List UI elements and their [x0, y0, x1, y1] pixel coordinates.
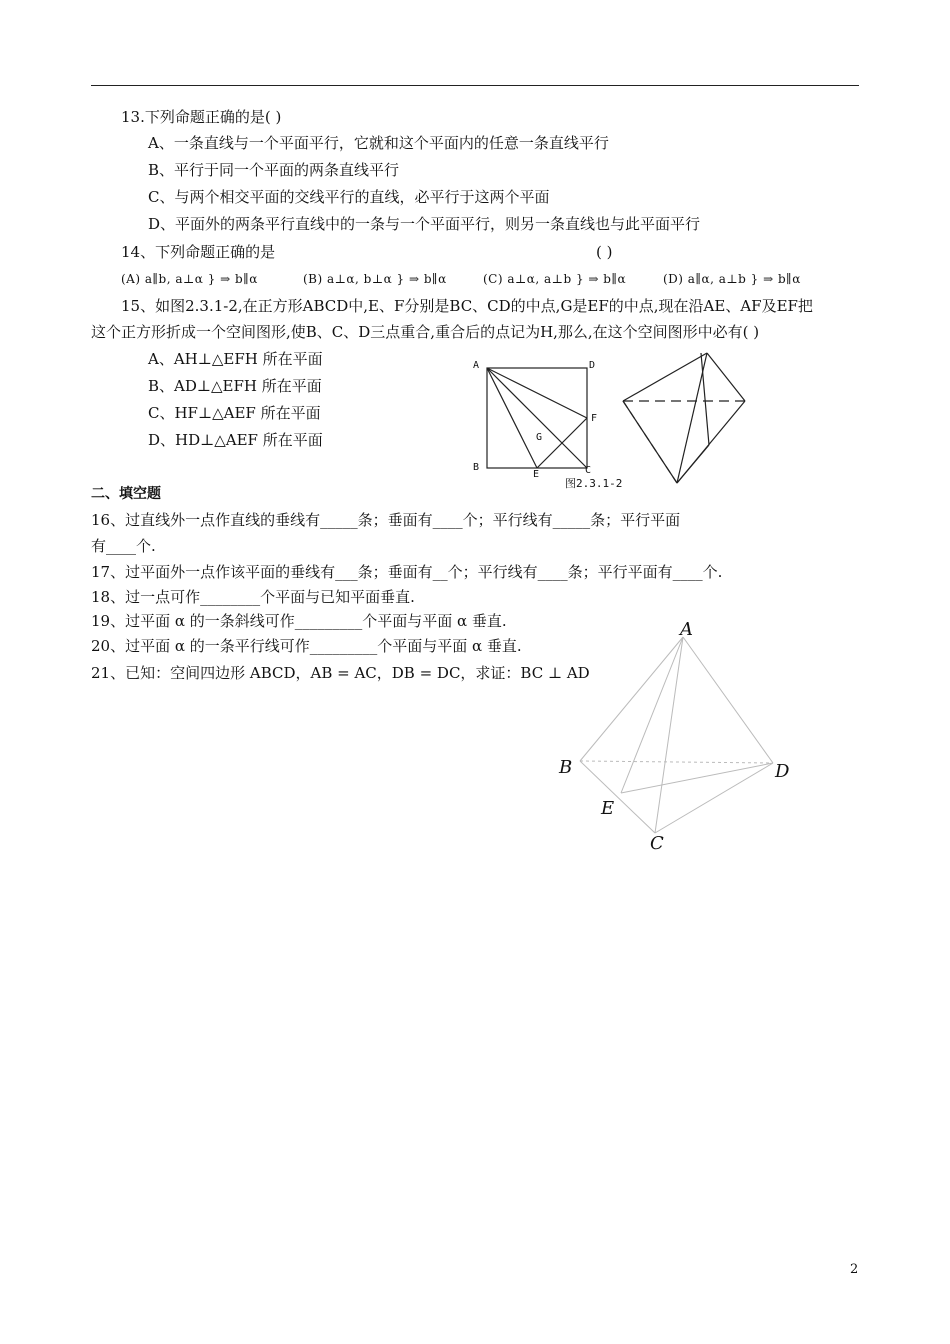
line-ae — [487, 368, 537, 468]
label-a: A — [680, 619, 693, 640]
section-title: 二、填空题 — [91, 486, 161, 502]
q14-option-a: (A) a∥b, a⊥α } ⇒ b∥α — [121, 272, 258, 286]
fig-2-3-1-2 — [465, 350, 755, 495]
q14-stem: 14、下列命题正确的是 — [121, 243, 276, 261]
q13-option-d: D、平面外的两条平行直线中的一条与一个平面平行，则另一条直线也与此平面平行 — [148, 215, 701, 233]
label-a: A — [473, 360, 480, 371]
q14-options — [121, 268, 851, 289]
q13-option-a: A、一条直线与一个平面平行，它就和这个平面内的任意一条直线平行 — [148, 134, 609, 152]
edge-bc — [580, 761, 655, 833]
q14-option-c: (C) a⊥α, a⊥b } ⇒ b∥α — [483, 272, 627, 286]
q15-option-d: D、HD⊥△AEF 所在平面 — [148, 431, 323, 449]
label-e: E — [533, 469, 540, 480]
q15-option-a: A、AH⊥△EFH 所在平面 — [148, 350, 323, 368]
fold-edge-1 — [623, 353, 707, 401]
q15-option-b: B、AD⊥△EFH 所在平面 — [148, 377, 322, 395]
label-d: D — [589, 360, 596, 371]
label-e: E — [601, 798, 615, 819]
q14-answer-paren: ( ) — [596, 243, 613, 261]
q15-option-c: C、HF⊥△AEF 所在平面 — [148, 404, 321, 422]
fold-edge-6 — [701, 353, 709, 445]
q13-option-c: C、与两个相交平面的交线平行的直线，必平行于这两个平面 — [148, 188, 550, 206]
edge-bd-dashed — [580, 761, 773, 763]
q13-stem: 13.下列命题正确的是( ) — [121, 108, 282, 126]
fig-tetrahedron — [555, 615, 800, 850]
label-b: B — [559, 757, 573, 778]
q13-option-b: B、平行于同一个平面的两条直线平行 — [148, 161, 400, 179]
edge-cd — [655, 763, 773, 833]
page-number: 2 — [850, 1262, 859, 1277]
q14-option-d: (D) a∥α, a⊥b } ⇒ b∥α — [663, 272, 801, 286]
fig-caption: 图2.3.1-2 — [565, 477, 623, 490]
label-g: G — [536, 432, 543, 443]
q14-option-b: (B) a⊥α, b⊥α } ⇒ b∥α — [303, 272, 447, 286]
label-d: D — [775, 761, 790, 782]
q15-line1: 15、如图2.3.1-2,在正方形ABCD中,E、F分别是BC、CD的中点,G是EF的中点,现在沿AE、AF及EF把 — [121, 297, 813, 315]
line-af — [487, 368, 587, 418]
q15-line2: 这个正方形折成一个空间图形,使B、C、D三点重合,重合后的点记为H,那么,在这个空间图形中必有( ) — [91, 323, 760, 341]
label-c: C — [650, 833, 664, 850]
q16-line1: 16、过直线外一点作直线的垂线有_____条；垂面有____个；平行线有_____条；平行平面 — [91, 511, 681, 529]
label-f: F — [591, 413, 598, 424]
q17-text: 17、过平面外一点作该平面的垂线有___条；垂面有__个；平行线有____条；平行平面有____个. — [91, 563, 723, 581]
q16-line2: 有____个. — [91, 537, 156, 555]
edge-ae — [621, 637, 683, 793]
q21-text: 21、已知：空间四边形 ABCD，AB = AC，DB = DC，求证：BC ⊥ AD — [91, 664, 590, 682]
fold-edge-2 — [707, 353, 745, 401]
q20-text: 20、过平面 α 的一条平行线可作_________个平面与平面 α 垂直. — [91, 637, 522, 655]
label-b: B — [473, 462, 480, 473]
q18-text: 18、过一点可作________个平面与已知平面垂直. — [91, 588, 415, 606]
label-c: C — [585, 465, 592, 476]
edge-ad — [683, 637, 773, 763]
edge-ed — [621, 763, 773, 793]
q19-text: 19、过平面 α 的一条斜线可作_________个平面与平面 α 垂直. — [91, 612, 507, 630]
line-ac — [487, 368, 587, 468]
header-rule — [91, 85, 859, 86]
